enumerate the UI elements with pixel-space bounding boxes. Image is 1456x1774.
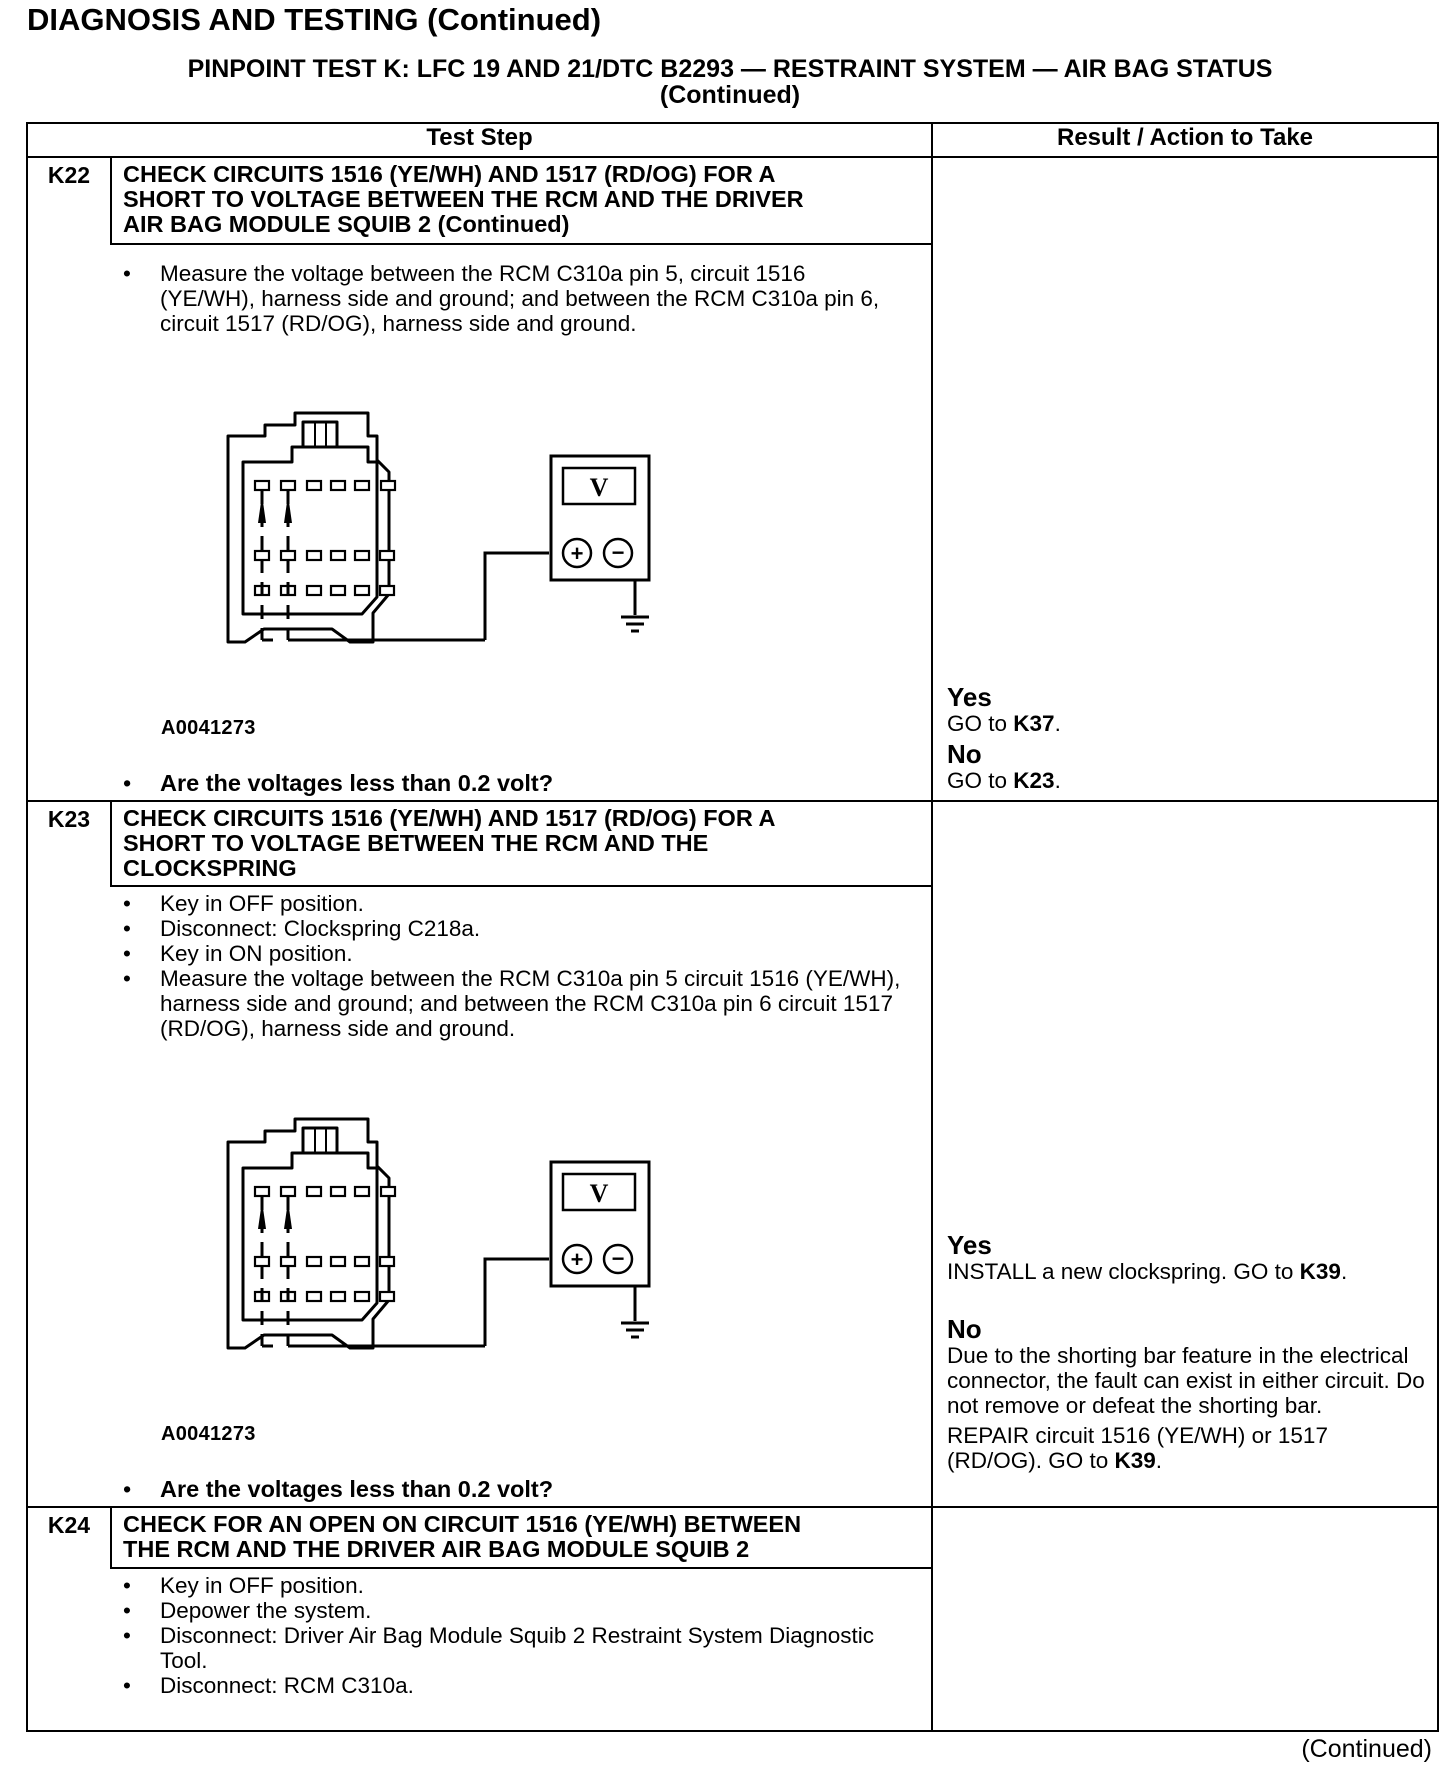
meter-minus-terminal: − — [611, 540, 625, 565]
step-title-k24 — [123, 1512, 801, 1562]
result-no-label: No — [947, 739, 982, 769]
list-item: • Disconnect: Driver Air Bag Module Squib 2 Restraint System Diagnostic Tool. — [123, 1623, 903, 1673]
meter-symbol: V — [589, 1179, 609, 1208]
step-title-line: SHORT TO VOLTAGE BETWEEN THE RCM AND THE — [123, 830, 709, 856]
list-item: • Key in OFF position. — [123, 1573, 903, 1598]
step-title-line: CLOCKSPRING — [123, 855, 297, 881]
pinpoint-test-title — [30, 56, 1430, 108]
section-title: DIAGNOSIS AND TESTING (Continued) — [27, 2, 602, 37]
result-yes-label: Yes — [947, 1230, 992, 1260]
step-title-k23 — [123, 806, 775, 881]
step-instructions-k23 — [123, 891, 903, 1041]
result-no-action: REPAIR circuit 1516 (YE/WH) or 1517 (RD/OG). GO to K39. — [947, 1423, 1328, 1473]
step-title-line: CHECK FOR AN OPEN ON CIRCUIT 1516 (YE/WH) BETWEEN — [123, 1511, 802, 1537]
goto-link[interactable]: K37 — [1013, 711, 1055, 736]
step-question-k23: • Are the voltages less than 0.2 volt? — [123, 1476, 553, 1503]
voltmeter-connector-diagram-k23 — [225, 1116, 665, 1406]
step-title-k22 — [123, 162, 804, 237]
step-question-k22: • Are the voltages less than 0.2 volt? — [123, 770, 553, 797]
goto-link[interactable]: K23 — [1013, 768, 1055, 793]
step-instructions-k22 — [123, 261, 903, 336]
meter-symbol: V — [589, 473, 609, 502]
step-title-line: THE RCM AND THE DRIVER AIR BAG MODULE SQUIB 2 — [123, 1536, 750, 1562]
result-no-label: No — [947, 1314, 982, 1344]
result-no-text: Due to the shorting bar feature in the electrical connector, the fault can exist in either circuit. Do not remove or defeat the shorting bar. — [947, 1343, 1425, 1418]
list-item: • Disconnect: RCM C310a. — [123, 1673, 903, 1698]
result-no-text: GO to K23. — [947, 768, 1061, 793]
step-title-line: CHECK CIRCUITS 1516 (YE/WH) AND 1517 (RD/OG) FOR A — [123, 805, 776, 831]
step-instructions-k24 — [123, 1573, 903, 1698]
header-result: Result / Action to Take — [1056, 124, 1314, 151]
figure-label-k22: A0041273 — [161, 717, 256, 739]
test-title-line1: PINPOINT TEST K: LFC 19 AND 21/DTC B2293 — RESTRAINT SYSTEM — AIR BAG STATUS — [187, 55, 1273, 83]
step-title-line: AIR BAG MODULE SQUIB 2 (Continued) — [123, 211, 570, 237]
meter-plus-terminal: + — [570, 541, 584, 566]
result-yes-text: INSTALL a new clockspring. GO to K39. — [947, 1259, 1348, 1284]
meter-minus-terminal: − — [611, 1246, 625, 1271]
step-number-k22: K22 — [47, 162, 91, 188]
result-yes-text: GO to K37. — [947, 711, 1061, 736]
result-k22 — [947, 683, 1427, 793]
step-title-line: SHORT TO VOLTAGE BETWEEN THE RCM AND THE DRIVER — [123, 186, 804, 212]
voltmeter-connector-diagram-k22 — [225, 410, 665, 700]
list-item: • Depower the system. — [123, 1598, 903, 1623]
header-test-step: Test Step — [426, 124, 533, 151]
step-number-k23: K23 — [47, 806, 91, 832]
figure-label-k23: A0041273 — [161, 1423, 256, 1445]
list-item: • Measure the voltage between the RCM C310a pin 5, circuit 1516 (YE/WH), harness side and ground; and between the RCM C310a pin 6, circuit 1517 (RD/OG), harness side and ground. — [123, 261, 903, 336]
goto-link[interactable]: K39 — [1299, 1259, 1341, 1284]
result-k23 — [947, 1231, 1429, 1473]
goto-link[interactable]: K39 — [1114, 1448, 1156, 1473]
list-item: • Measure the voltage between the RCM C310a pin 5 circuit 1516 (YE/WH), harness side and ground; and between the RCM C310a pin 6 circuit 1517 (RD/OG), harness side and ground. — [123, 966, 903, 1041]
test-title-line2: (Continued) — [659, 81, 801, 109]
list-item: • Key in ON position. — [123, 941, 903, 966]
result-yes-label: Yes — [947, 682, 992, 712]
list-item: • Disconnect: Clockspring C218a. — [123, 916, 903, 941]
step-title-line: CHECK CIRCUITS 1516 (YE/WH) AND 1517 (RD/OG) FOR A — [123, 161, 776, 187]
meter-plus-terminal: + — [570, 1247, 584, 1272]
step-number-k24: K24 — [47, 1512, 91, 1538]
continued-footer: (Continued) — [1301, 1735, 1432, 1763]
list-item: • Key in OFF position. — [123, 891, 903, 916]
